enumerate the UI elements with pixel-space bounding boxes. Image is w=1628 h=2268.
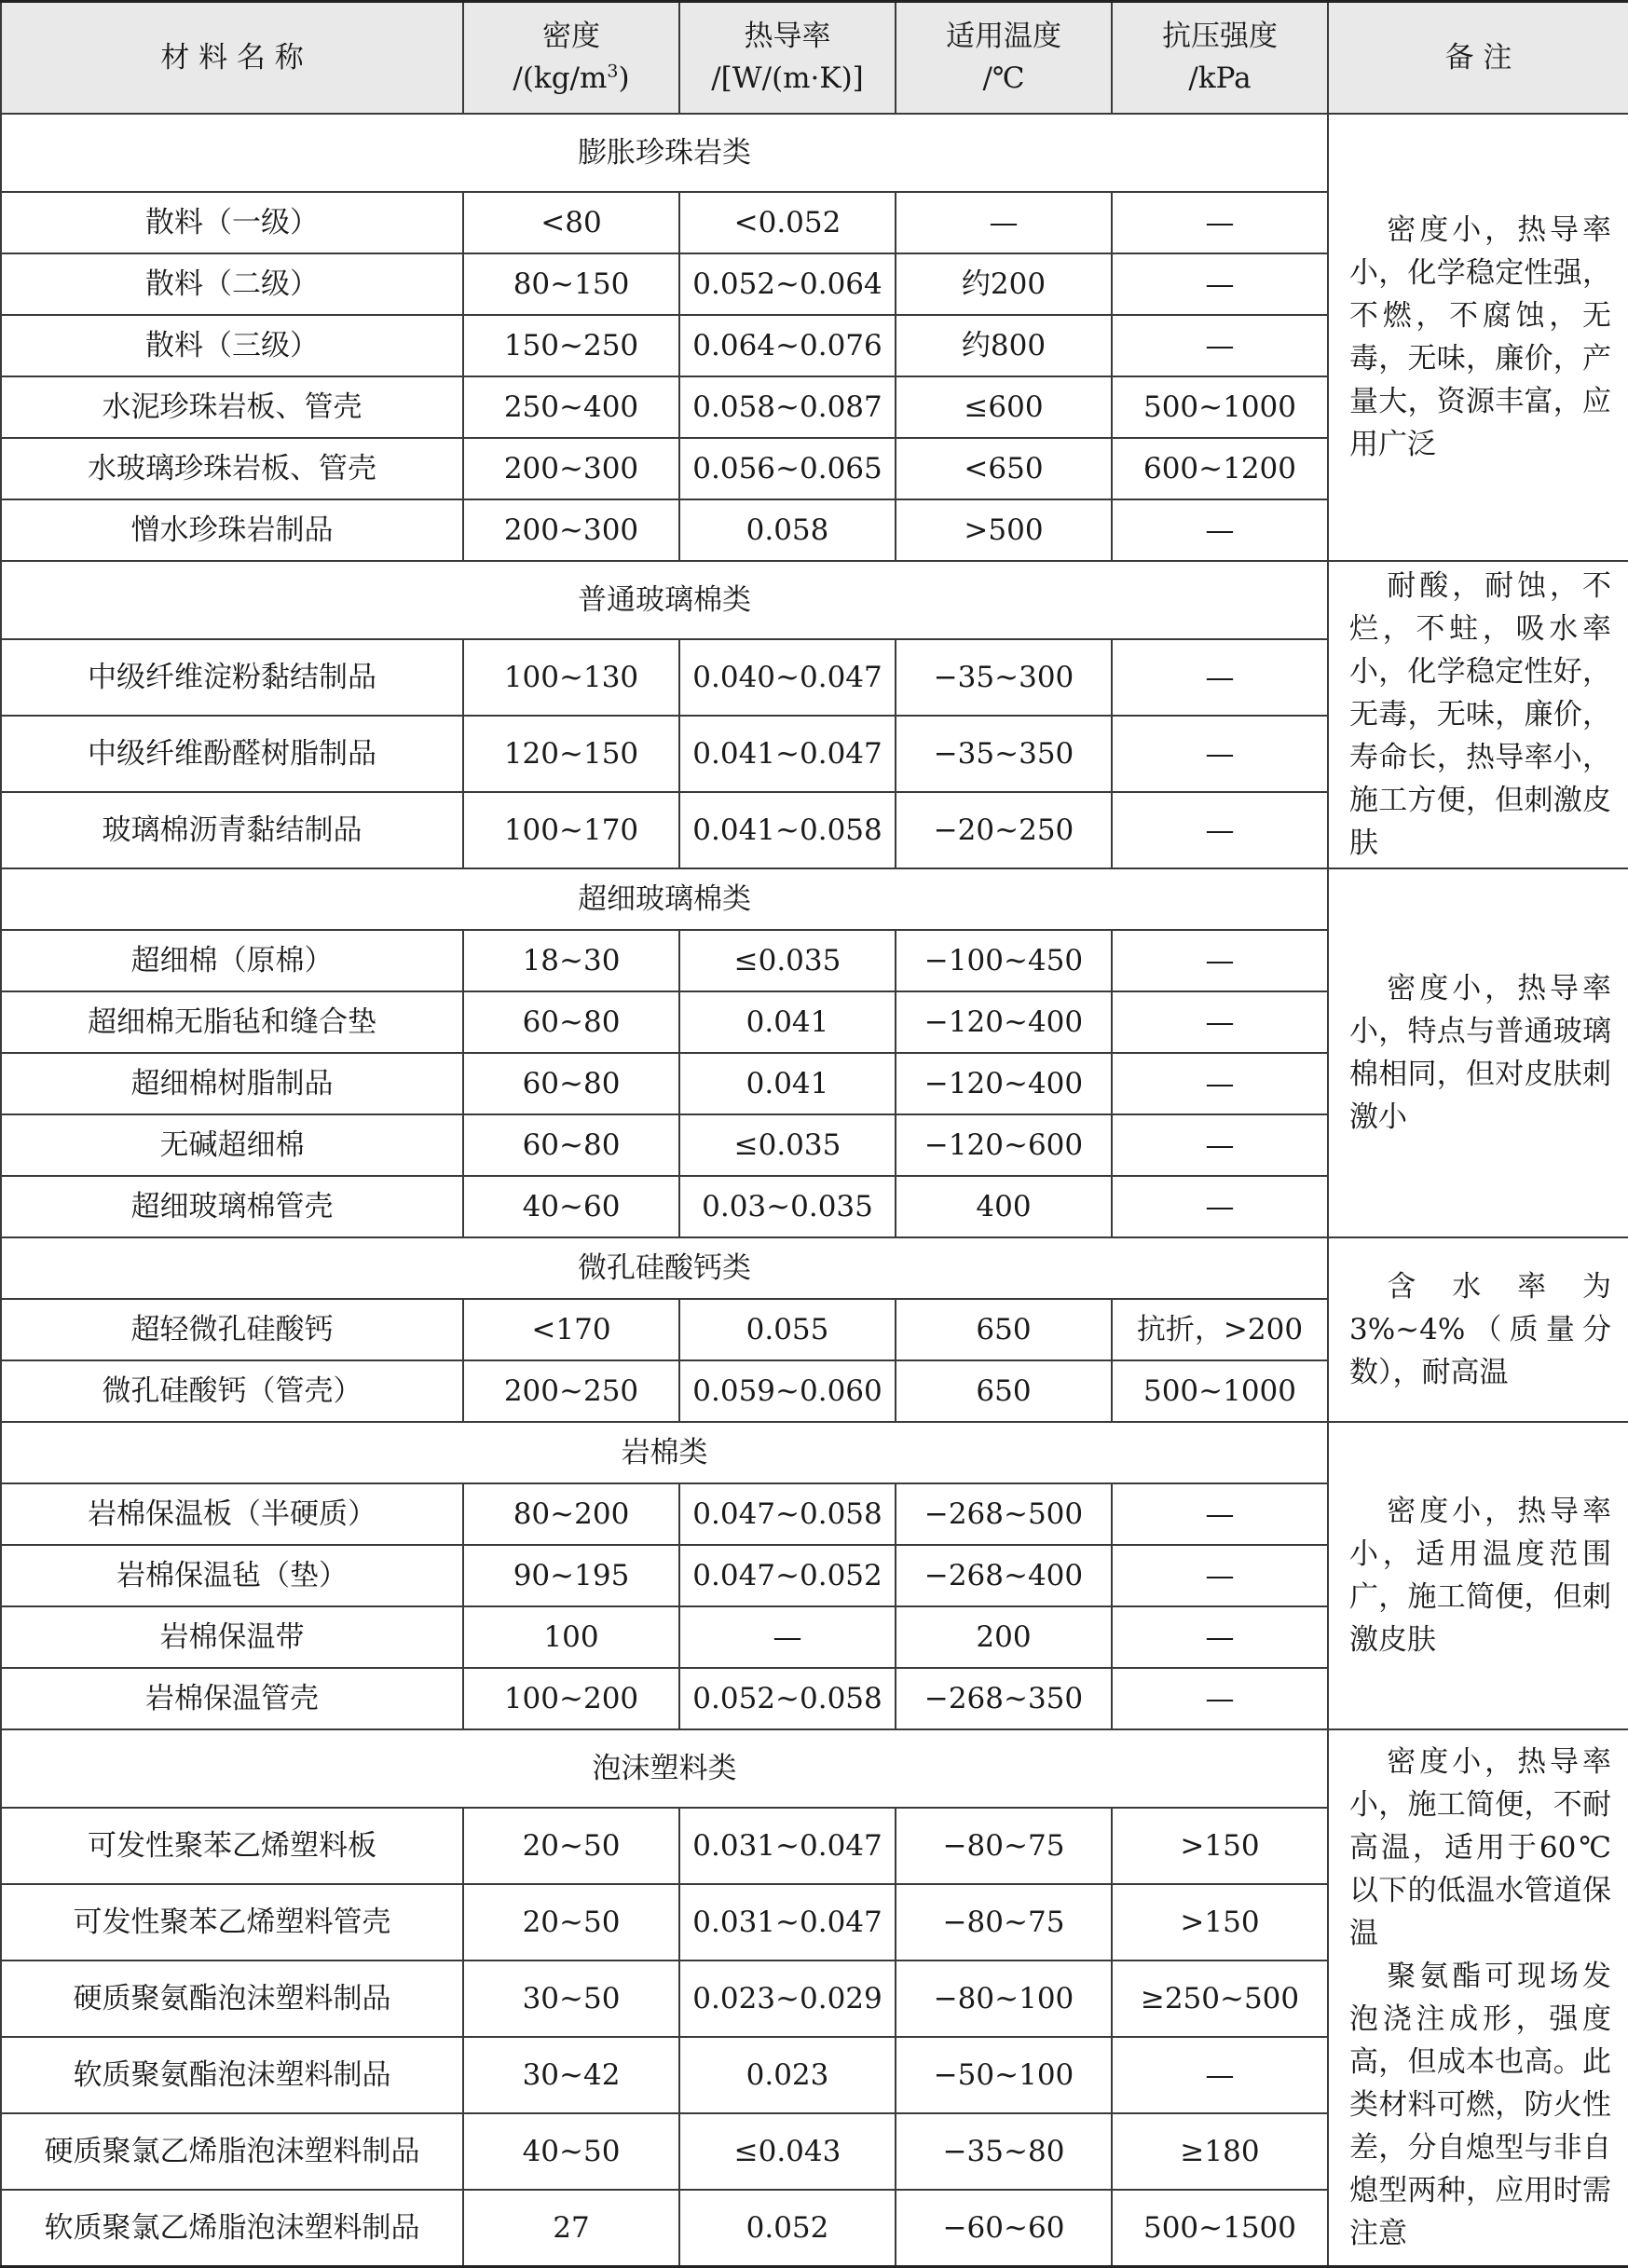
density-cell: 60~80 xyxy=(463,1114,679,1176)
temperature-cell: −100~450 xyxy=(896,930,1112,991)
density-cell: 100~170 xyxy=(463,792,679,868)
note-paragraph: 聚氨酯可现场发泡浇注成形，强度高，但成本也高。此类材料可燃，防火性差，分自熄型与非自熄型两种，应用时需注意 xyxy=(1349,1959,1611,2250)
material-name-cell: 超细棉（原棉） xyxy=(1,930,463,991)
header-material-name: 材 料 名 称 xyxy=(1,2,463,115)
conductivity-cell: 0.041~0.058 xyxy=(679,792,896,868)
strength-cell: — xyxy=(1112,792,1328,868)
group-note xyxy=(1328,1237,1628,1422)
strength-cell: 500~1000 xyxy=(1112,1360,1328,1422)
density-cell: 100~200 xyxy=(463,1668,679,1729)
strength-cell: 500~1500 xyxy=(1112,2190,1328,2266)
header-row xyxy=(1,2,1628,115)
category-row xyxy=(1,1237,1628,1299)
strength-cell: 600~1200 xyxy=(1112,438,1328,499)
strength-cell: >150 xyxy=(1112,1884,1328,1961)
density-cell: 27 xyxy=(463,2190,679,2266)
header-conductivity: 热导率 /[W/(m·K)] xyxy=(679,2,896,115)
group-note xyxy=(1328,1422,1628,1729)
temperature-cell: 400 xyxy=(896,1176,1112,1237)
density-cell: 80~200 xyxy=(463,1483,679,1545)
category-row xyxy=(1,1729,1628,1808)
conductivity-cell: 0.03~0.035 xyxy=(679,1176,896,1237)
strength-cell: >150 xyxy=(1112,1808,1328,1884)
conductivity-cell: 0.052 xyxy=(679,2190,896,2266)
strength-cell: 抗折，>200 xyxy=(1112,1299,1328,1360)
conductivity-cell: 0.047~0.058 xyxy=(679,1483,896,1545)
strength-cell: — xyxy=(1112,1176,1328,1237)
category-label: 泡沫塑料类 xyxy=(1,1729,1328,1808)
category-label: 膨胀珍珠岩类 xyxy=(1,114,1328,192)
category-row xyxy=(1,561,1628,639)
temperature-cell: −268~350 xyxy=(896,1668,1112,1729)
material-name-cell: 散料（三级） xyxy=(1,315,463,376)
material-name-cell: 散料（二级） xyxy=(1,253,463,315)
material-name-cell: 岩棉保温板（半硬质） xyxy=(1,1483,463,1545)
density-cell: 250~400 xyxy=(463,376,679,438)
density-cell: <170 xyxy=(463,1299,679,1360)
conductivity-cell: 0.047~0.052 xyxy=(679,1545,896,1606)
note-paragraph: 密度小，热导率小，特点与普通玻璃棉相同，但对皮肤刺激小 xyxy=(1349,972,1611,1134)
material-name-cell: 软质聚氯乙烯脂泡沫塑料制品 xyxy=(1,2190,463,2266)
temperature-cell: −80~75 xyxy=(896,1808,1112,1884)
density-cell: 40~60 xyxy=(463,1176,679,1237)
strength-cell: — xyxy=(1112,1483,1328,1545)
material-name-cell: 超细棉无脂毡和缝合垫 xyxy=(1,991,463,1053)
density-cell: 120~150 xyxy=(463,716,679,792)
strength-cell: 500~1000 xyxy=(1112,376,1328,438)
temperature-cell: 约200 xyxy=(896,253,1112,315)
strength-cell: — xyxy=(1112,1668,1328,1729)
conductivity-cell: <0.052 xyxy=(679,192,896,253)
temperature-cell: −35~350 xyxy=(896,716,1112,792)
category-label: 岩棉类 xyxy=(1,1422,1328,1483)
conductivity-cell: 0.059~0.060 xyxy=(679,1360,896,1422)
conductivity-cell: ≤0.035 xyxy=(679,1114,896,1176)
conductivity-cell: 0.041 xyxy=(679,1053,896,1114)
group-note xyxy=(1328,868,1628,1237)
temperature-cell: 650 xyxy=(896,1360,1112,1422)
conductivity-cell: 0.041~0.047 xyxy=(679,716,896,792)
material-name-cell: 可发性聚苯乙烯塑料管壳 xyxy=(1,1884,463,1961)
temperature-cell: −50~100 xyxy=(896,2037,1112,2113)
header-density: 密度 $/(kg/m^3)$ xyxy=(463,2,679,115)
conductivity-cell: 0.055 xyxy=(679,1299,896,1360)
strength-cell: — xyxy=(1112,1053,1328,1114)
material-name-cell: 超轻微孔硅酸钙 xyxy=(1,1299,463,1360)
material-name-cell: 超细玻璃棉管壳 xyxy=(1,1176,463,1237)
category-row xyxy=(1,1422,1628,1483)
note-paragraph: 密度小，热导率小，施工简便，不耐高温，适用于60℃以下的低温水管道保温 xyxy=(1349,1744,1611,1950)
temperature-cell: <650 xyxy=(896,438,1112,499)
conductivity-cell: 0.031~0.047 xyxy=(679,1808,896,1884)
strength-cell: — xyxy=(1112,991,1328,1053)
conductivity-cell: 0.052~0.064 xyxy=(679,253,896,315)
material-name-cell: 水泥珍珠岩板、管壳 xyxy=(1,376,463,438)
header-notes: 备 注 xyxy=(1328,2,1628,115)
material-name-cell: 软质聚氨酯泡沫塑料制品 xyxy=(1,2037,463,2113)
strength-cell: — xyxy=(1112,253,1328,315)
density-cell: 80~150 xyxy=(463,253,679,315)
density-cell: 20~50 xyxy=(463,1884,679,1961)
category-row xyxy=(1,868,1628,930)
conductivity-cell: 0.023 xyxy=(679,2037,896,2113)
density-cell: 18~30 xyxy=(463,930,679,991)
density-cell: 200~250 xyxy=(463,1360,679,1422)
material-name-cell: 中级纤维酚醛树脂制品 xyxy=(1,716,463,792)
header-temperature: 适用温度 /℃ xyxy=(896,2,1112,115)
strength-cell: ≥180 xyxy=(1112,2113,1328,2190)
strength-cell: ≥250~500 xyxy=(1112,1961,1328,2037)
conductivity-cell: 0.023~0.029 xyxy=(679,1961,896,2037)
density-cell: 150~250 xyxy=(463,315,679,376)
density-cell: 60~80 xyxy=(463,991,679,1053)
group-note xyxy=(1328,561,1628,868)
note-paragraph: 密度小，热导率小，适用温度范围广，施工简便，但刺激皮肤 xyxy=(1349,1495,1611,1657)
density-cell: 20~50 xyxy=(463,1808,679,1884)
temperature-cell: −120~400 xyxy=(896,991,1112,1053)
conductivity-cell: 0.058 xyxy=(679,499,896,561)
group-note xyxy=(1328,1729,1628,2266)
material-name-cell: 硬质聚氨酯泡沫塑料制品 xyxy=(1,1961,463,2037)
density-cell: <80 xyxy=(463,192,679,253)
material-name-cell: 微孔硅酸钙（管壳） xyxy=(1,1360,463,1422)
material-name-cell: 岩棉保温毡（垫） xyxy=(1,1545,463,1606)
temperature-cell: −120~400 xyxy=(896,1053,1112,1114)
density-cell: 30~50 xyxy=(463,1961,679,2037)
temperature-cell: −268~500 xyxy=(896,1483,1112,1545)
density-cell: 60~80 xyxy=(463,1053,679,1114)
note-paragraph: 耐酸，耐蚀，不烂，不蛀，吸水率小，化学稳定性好，无毒，无味，廉价，寿命长，热导率小，施工方便，但刺激皮肤 xyxy=(1349,569,1611,860)
material-name-cell: 可发性聚苯乙烯塑料板 xyxy=(1,1808,463,1884)
strength-cell: — xyxy=(1112,2037,1328,2113)
temperature-cell: −80~75 xyxy=(896,1884,1112,1961)
group-note xyxy=(1328,114,1628,561)
temperature-cell: 200 xyxy=(896,1606,1112,1668)
conductivity-cell: ≤0.035 xyxy=(679,930,896,991)
density-cell: 90~195 xyxy=(463,1545,679,1606)
temperature-cell: −20~250 xyxy=(896,792,1112,868)
material-name-cell: 岩棉保温带 xyxy=(1,1606,463,1668)
strength-cell: — xyxy=(1112,1545,1328,1606)
strength-cell: — xyxy=(1112,192,1328,253)
strength-cell: — xyxy=(1112,716,1328,792)
density-cell: 200~300 xyxy=(463,438,679,499)
conductivity-cell: — xyxy=(679,1606,896,1668)
note-paragraph: 含水率为3%~4%（质量分数），耐高温 xyxy=(1349,1270,1611,1389)
conductivity-cell: 0.064~0.076 xyxy=(679,315,896,376)
temperature-cell: 约800 xyxy=(896,315,1112,376)
material-name-cell: 岩棉保温管壳 xyxy=(1,1668,463,1729)
material-name-cell: 水玻璃珍珠岩板、管壳 xyxy=(1,438,463,499)
material-name-cell: 超细棉树脂制品 xyxy=(1,1053,463,1114)
temperature-cell: −60~60 xyxy=(896,2190,1112,2266)
temperature-cell: −35~300 xyxy=(896,639,1112,716)
temperature-cell: ≤600 xyxy=(896,376,1112,438)
density-cell: 40~50 xyxy=(463,2113,679,2190)
note-paragraph: 密度小，热导率小，化学稳定性强，不燃，不腐蚀，无毒，无味，廉价，产量大，资源丰富，应用广泛 xyxy=(1349,213,1611,461)
material-name-cell: 硬质聚氯乙烯脂泡沫塑料制品 xyxy=(1,2113,463,2190)
strength-cell: — xyxy=(1112,930,1328,991)
category-label: 微孔硅酸钙类 xyxy=(1,1237,1328,1299)
material-name-cell: 玻璃棉沥青黏结制品 xyxy=(1,792,463,868)
temperature-cell: −268~400 xyxy=(896,1545,1112,1606)
conductivity-cell: 0.058~0.087 xyxy=(679,376,896,438)
temperature-cell: >500 xyxy=(896,499,1112,561)
conductivity-cell: 0.041 xyxy=(679,991,896,1053)
conductivity-cell: 0.056~0.065 xyxy=(679,438,896,499)
temperature-cell: — xyxy=(896,192,1112,253)
strength-cell: — xyxy=(1112,639,1328,716)
density-cell: 100 xyxy=(463,1606,679,1668)
strength-cell: — xyxy=(1112,1114,1328,1176)
category-label: 普通玻璃棉类 xyxy=(1,561,1328,639)
conductivity-cell: ≤0.043 xyxy=(679,2113,896,2190)
temperature-cell: −35~80 xyxy=(896,2113,1112,2190)
material-name-cell: 憎水珍珠岩制品 xyxy=(1,499,463,561)
category-label: 超细玻璃棉类 xyxy=(1,868,1328,930)
material-name-cell: 无碱超细棉 xyxy=(1,1114,463,1176)
conductivity-cell: 0.031~0.047 xyxy=(679,1884,896,1961)
material-name-cell: 中级纤维淀粉黏结制品 xyxy=(1,639,463,716)
category-row xyxy=(1,114,1628,192)
strength-cell: — xyxy=(1112,1606,1328,1668)
strength-cell: — xyxy=(1112,499,1328,561)
material-name-cell: 散料（一级） xyxy=(1,192,463,253)
conductivity-cell: 0.052~0.058 xyxy=(679,1668,896,1729)
temperature-cell: −80~100 xyxy=(896,1961,1112,2037)
strength-cell: — xyxy=(1112,315,1328,376)
header-strength: 抗压强度 /kPa xyxy=(1112,2,1328,115)
density-cell: 200~300 xyxy=(463,499,679,561)
conductivity-cell: 0.040~0.047 xyxy=(679,639,896,716)
density-cell: 30~42 xyxy=(463,2037,679,2113)
temperature-cell: −120~600 xyxy=(896,1114,1112,1176)
temperature-cell: 650 xyxy=(896,1299,1112,1360)
density-cell: 100~130 xyxy=(463,639,679,716)
